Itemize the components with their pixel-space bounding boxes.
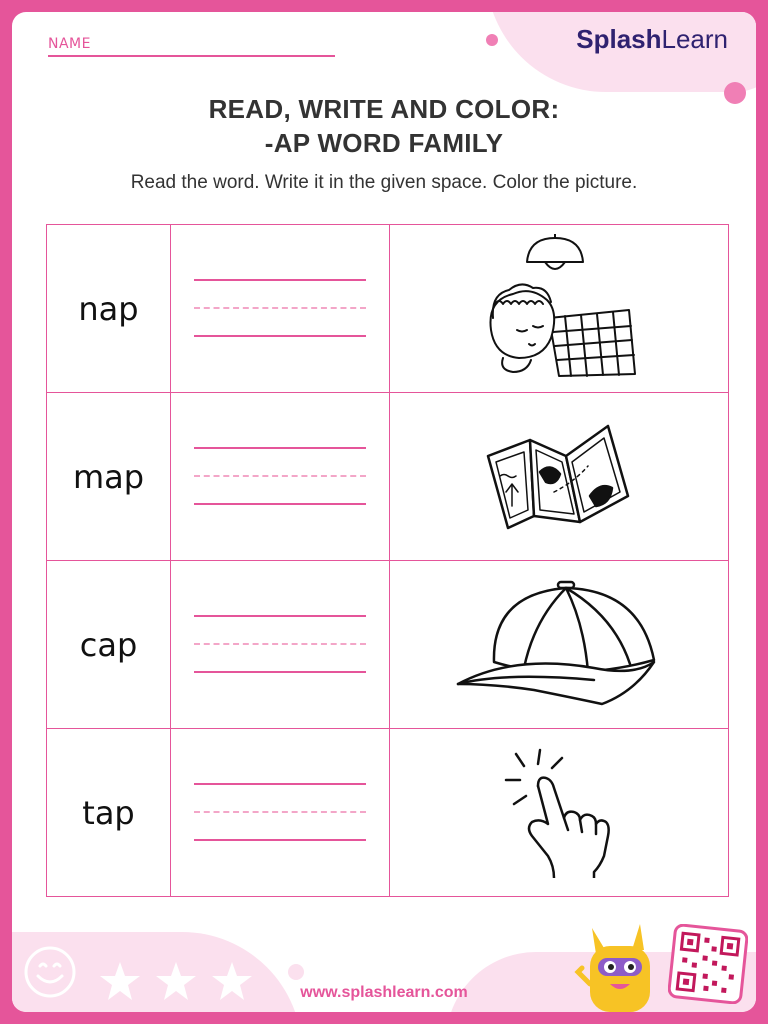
tapping-hand-icon (504, 748, 614, 878)
worksheet-table (46, 224, 729, 897)
writing-cell[interactable] (171, 561, 390, 729)
footer-url[interactable]: www.splashlearn.com (300, 984, 468, 1001)
picture-cell (390, 225, 729, 393)
instruction-text: Read the word. Write it in the given space. Color the picture. (130, 172, 638, 193)
writing-lines[interactable] (194, 615, 366, 675)
word-cap: cap (79, 625, 138, 664)
word-cell (47, 561, 171, 729)
worksheet-page (12, 12, 756, 1012)
decor-dot (288, 964, 304, 980)
name-line[interactable] (48, 55, 335, 57)
qr-code[interactable] (668, 924, 748, 1004)
title-line-1: READ, WRITE AND COLOR: (208, 94, 560, 124)
writing-lines[interactable] (194, 783, 366, 843)
mascot-icon (574, 924, 664, 1012)
title-line-2: -AP WORD FAMILY (264, 128, 504, 158)
table-row (47, 225, 729, 393)
word-cell (47, 729, 171, 897)
word-map: map (72, 457, 145, 496)
picture-cell (390, 393, 729, 561)
writing-cell[interactable] (171, 225, 390, 393)
picture-cell (390, 561, 729, 729)
table-row (47, 393, 729, 561)
baseball-cap-icon (454, 580, 664, 710)
word-cell (47, 393, 171, 561)
name-label: NAME (48, 36, 91, 52)
writing-lines[interactable] (194, 279, 366, 339)
picture-cell (390, 729, 729, 897)
folded-map-icon (484, 422, 634, 532)
word-nap: nap (78, 289, 139, 328)
writing-cell[interactable] (171, 393, 390, 561)
table-row (47, 729, 729, 897)
writing-cell[interactable] (171, 729, 390, 897)
word-cell (47, 225, 171, 393)
sleeping-child-icon (479, 234, 639, 384)
writing-lines[interactable] (194, 447, 366, 507)
table-row (47, 561, 729, 729)
brand-bold: Splash (576, 24, 662, 54)
decor-dot (486, 34, 498, 46)
splashlearn-logo (576, 24, 728, 55)
brand-regular: Learn (661, 24, 728, 54)
word-tap: tap (82, 793, 135, 832)
